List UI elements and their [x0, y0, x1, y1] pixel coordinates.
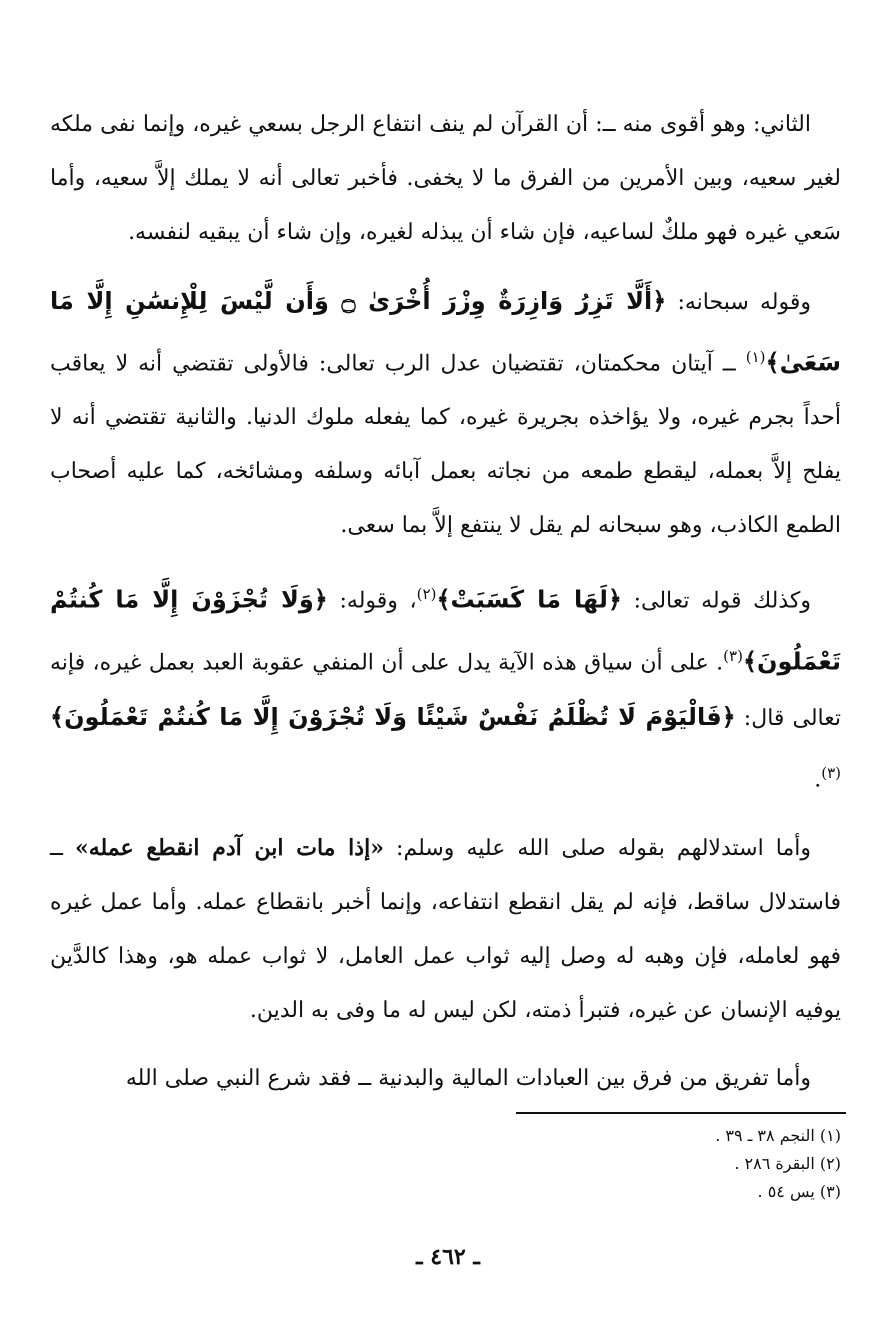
footnote-reference: (١) — [745, 348, 766, 366]
text-run: ــ آيتان محكمتان، تقتضيان عدل الرب تعالى: فالأولى تقتضي أنه لا يعاقب أحداً بجرم غيره، ولا يؤاخذه بجريرة غيره، كما يفعله ملوك الدنيا. والثانية تقتضي أنه لا يفلح إلاَّ بعمله، ليقطع طمعه من نجاته بعمل آبائه وسلفه ومشائخه، كما عليه أصحاب الطمع الكاذب، وهو سبحانه لم يقل لا ينتفع إلاَّ بما سعى. — [50, 351, 841, 539]
footnote-reference: (٣) — [821, 763, 841, 782]
text-run: ــ فاستدلال ساقط، فإنه لم يقل انقطع انتفاعه، وإنما أخبر بانقطاع عمله. وأما عمل غيره فهو لعامله، فإن وهبه له وصل إليه ثواب عمل العامل، لا ثواب عمله هو، وهذا كالدَّين يوفيه الإنسان عن غيره، فتبرأ ذمته، لكن ليس له ما وفى به الدين. — [50, 836, 841, 1024]
footnote-reference: (٢) — [416, 585, 437, 604]
text-run: وأما تفريق من فرق بين العبادات المالية والبدنية ــ فقد شرع النبي صلى الله — [125, 1066, 811, 1092]
text-run: . على أن سياق هذه الآية يدل على أن المنفي عقوبة العبد بعمل غيره، فإنه تعالى قال: — [50, 649, 841, 731]
paragraph — [50, 98, 841, 260]
quran-verse: ﴿فَالْيَوْمَ لَا تُظْلَمُ نَفْسٌ شَيْئًا وَلَا تُجْزَوْنَ إِلَّا مَا كُنتُمْ تَعْمَلُونَ﴾ — [50, 702, 736, 731]
footnote-reference: (٣) — [723, 646, 743, 665]
quran-verse: ﴿وَلَا تُجْزَوْنَ إِلَّا مَا كُنتُمْ تَعْمَلُونَ﴾ — [50, 585, 841, 675]
paragraph — [50, 821, 841, 1038]
paragraph — [50, 1052, 841, 1106]
text-run: . — [814, 767, 822, 793]
page-number: ـ ٤٦٢ ـ — [416, 1244, 480, 1270]
footnote-item: (٢) البقرة ٢٨٦ . — [734, 1154, 841, 1173]
paragraph — [50, 274, 841, 553]
quran-verse: ﴿لَهَا مَا كَسَبَتْ﴾ — [436, 585, 622, 614]
footnote-item: (٣) يس ٥٤ . — [757, 1182, 841, 1201]
text-run: وكذلك قوله تعالى: — [621, 588, 812, 614]
footnote-divider — [516, 1112, 846, 1114]
text-run: وقوله سبحانه: — [666, 290, 811, 315]
quran-verse: ﴿أَلَّا تَزِرُ وَازِرَةٌ وِزْرَ أُخْرَىٰ ۝ وَأَن لَّيْسَ لِلْإِنسَٰنِ إِلَّا مَا سَعَىٰ﴾ — [50, 287, 841, 377]
footnotes — [60, 1122, 841, 1206]
text-run: وأما استدلالهم بقوله صلى الله عليه وسلم: — [383, 836, 811, 862]
paragraph — [50, 567, 841, 807]
text-run: الثاني: وهو أقوى منه ــ: أن القرآن لم ينف انتفاع الرجل بسعي غيره، وإنما نفى ملكه لغير سعيه، وبين الأمرين من الفرق ما لا يخفى. فأخبر تعالى أنه لا يملك إلاَّ سعيه، وأما سَعي غيره فهو ملكٌ لساعيه، فإن شاء أن يبذله لغيره، وإن شاء أن يبقيه لنفسه. — [50, 112, 841, 245]
main-text — [50, 98, 841, 1120]
text-run: ، وقوله: — [327, 588, 417, 614]
hadith-quote: «إذا مات ابن آدم انقطع عمله» — [74, 835, 384, 862]
footnote-item: (١) النجم ٣٨ ـ ٣٩ . — [715, 1126, 841, 1145]
